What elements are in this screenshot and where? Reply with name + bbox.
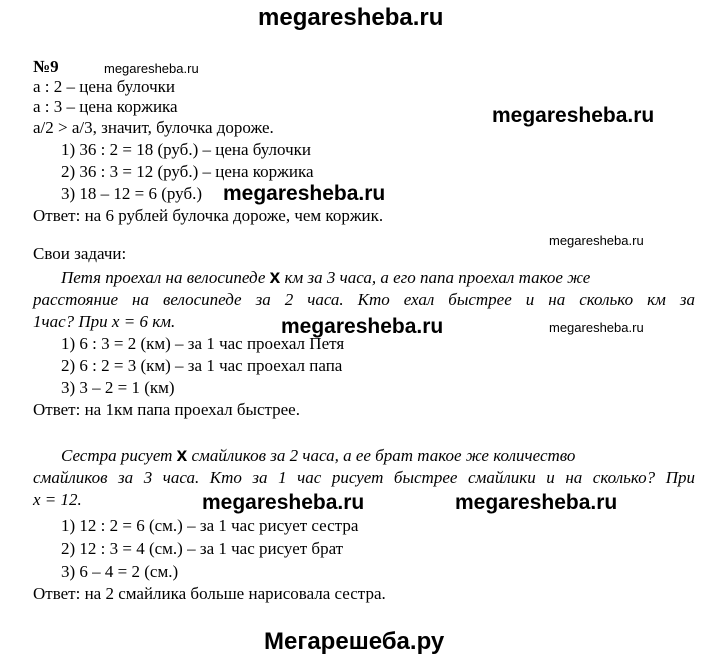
- answer: Ответ: на 1км папа проехал быстрее.: [33, 400, 300, 419]
- inline-watermark: megaresheba.ru: [492, 104, 655, 127]
- problem-line: а/2 > а/3, значит, булочка дороже.: [33, 118, 274, 137]
- problem-number: №9: [33, 57, 59, 76]
- task-text: 1час? При х = 6 км.: [33, 312, 176, 331]
- inline-watermark: megaresheba.ru: [549, 320, 644, 335]
- header-watermark: megaresheba.ru: [258, 4, 444, 31]
- task-text: расстояние на велосипеде за 2 часа. Кто ехал быстрее и на сколько км за: [33, 290, 695, 309]
- solution-step: 2) 12 : 3 = 4 (см.) – за 1 час рисует брат: [61, 539, 344, 558]
- variable-x: x: [176, 445, 188, 466]
- task-text: Петя проехал на велосипеде x км за 3 часа, а его папа проехал такое же: [61, 267, 591, 288]
- section-title: Свои задачи:: [33, 244, 127, 263]
- inline-watermark: megaresheba.ru: [223, 182, 386, 205]
- solution-step: 1) 36 : 2 = 18 (руб.) – цена булочки: [61, 140, 311, 159]
- solution-step: 3) 18 – 12 = 6 (руб.): [61, 184, 203, 203]
- solution-step: 1) 6 : 3 = 2 (км) – за 1 час проехал Петя: [61, 334, 345, 353]
- problem-line: а : 3 – цена коржика: [33, 97, 178, 116]
- inline-watermark: megaresheba.ru: [281, 315, 444, 338]
- solution-step: 2) 36 : 3 = 12 (руб.) – цена коржика: [61, 162, 314, 181]
- variable-x: x: [269, 267, 281, 288]
- inline-watermark: megaresheba.ru: [104, 61, 199, 76]
- solution-step: 3) 6 – 4 = 2 (см.): [61, 562, 179, 581]
- task-text: Сестра рисует x смайликов за 2 часа, а ее брат такое же количество: [61, 445, 576, 466]
- answer: Ответ: на 6 рублей булочка дороже, чем коржик.: [33, 206, 384, 225]
- solution-step: 3) 3 – 2 = 1 (км): [61, 378, 175, 397]
- problem-line: а : 2 – цена булочки: [33, 77, 176, 96]
- answer: Ответ: на 2 смайлика больше нарисовала сестра.: [33, 584, 386, 603]
- inline-watermark: megaresheba.ru: [455, 491, 618, 514]
- solution-step: 2) 6 : 2 = 3 (км) – за 1 час проехал папа: [61, 356, 343, 375]
- task-text: смайликов за 3 часа. Кто за 1 час рисует быстрее смайлики и на сколько? При: [33, 468, 695, 487]
- solution-step: 1) 12 : 2 = 6 (см.) – за 1 час рисует сестра: [61, 516, 359, 535]
- task-text: х = 12.: [33, 490, 82, 509]
- footer-watermark: Мегарешеба.ру: [264, 628, 445, 655]
- inline-watermark: megaresheba.ru: [549, 233, 644, 248]
- inline-watermark: megaresheba.ru: [202, 491, 365, 514]
